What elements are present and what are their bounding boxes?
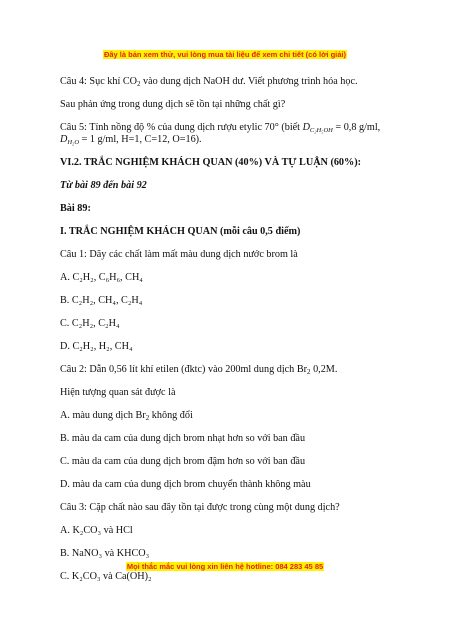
- mcq-1-option-a: A. C₂H₂, C₆H₆, CH₄: [60, 272, 143, 283]
- question-5-line2: $D_{H_2O} = 1$ g/ml, H=1, C=12, O=16).: [60, 134, 202, 146]
- document-body: [60, 76, 395, 583]
- lesson-heading: Bài 89:: [60, 203, 91, 214]
- mcq-3-option-b: B. NaNO₃ và KHCO₃: [60, 548, 150, 559]
- mcq-2-option-d: D. màu da cam của dung dịch brom chuyển thành không màu: [60, 479, 311, 490]
- mcq-2-option-b: B. màu da cam của dung dịch brom nhạt hơn so với ban đầu: [60, 433, 306, 444]
- hotline-banner: [0, 562, 450, 571]
- mcq-2-option-c: C. màu da cam của dung dịch brom đậm hơn so với ban đầu: [60, 456, 306, 467]
- mcq-3-question: Câu 3: Cặp chất nào sau đây tồn tại được trong cùng một dung dịch?: [60, 502, 340, 513]
- mcq-2-question: Câu 2: Dẫn 0,56 lít khí etilen (đktc) vào 200ml dung dịch $Br_2$ 0,2M.: [60, 364, 338, 376]
- mcq-3-option-c: C. K₂CO₃ và Ca(OH)₂: [60, 571, 152, 582]
- mcq-1-option-d: D. C₂H₂, H₂, CH₄: [60, 341, 133, 352]
- section-title: VI.2. TRẮC NGHIỆM KHÁCH QUAN (40%) VÀ TỰ LUẬN (60%):: [60, 157, 362, 168]
- mcq-3-option-a: A. K₂CO₃ và HCl: [60, 525, 133, 536]
- question-5: Câu 5: Tính nồng độ % của dung dịch rượu etylic 70° (biết $D_{C_2H_5OH} = 0,8$ g/ml,: [60, 122, 381, 134]
- mcq-1-option-b: B. C₂H₂, CH₄, C₂H₄: [60, 295, 143, 306]
- mcq-1-question: Câu 1: Dãy các chất làm mất màu dung dịch nước brom là: [60, 249, 298, 260]
- hotline-banner-text: Mọi thắc mắc vui lòng xin liên hệ hotline: 084 283 45 85: [126, 562, 324, 571]
- part-title: I. TRẮC NGHIỆM KHÁCH QUAN (mỗi câu 0,5 điểm): [60, 226, 301, 237]
- mcq-2-option-a: A. màu dung dịch $Br_2$ không đổi: [60, 410, 193, 422]
- question-4-followup: Sau phản ứng trong dung dịch sẽ tồn tại những chất gì?: [60, 99, 286, 110]
- mcq-2-question-line2: Hiện tượng quan sát được là: [60, 387, 176, 398]
- preview-banner: [0, 50, 450, 59]
- section-subtitle: Từ bài 89 đến bài 92: [60, 180, 147, 191]
- mcq-1-option-c: C. C₂H₂, C₂H₄: [60, 318, 120, 329]
- preview-banner-text: Đây là bản xem thử, vui lòng mua tài liệu để xem chi tiết (có lời giải): [103, 50, 347, 59]
- question-4: Câu 4: Sục khí $CO_2$ vào dung dịch NaOH dư. Viết phương trình hóa học.: [60, 76, 358, 88]
